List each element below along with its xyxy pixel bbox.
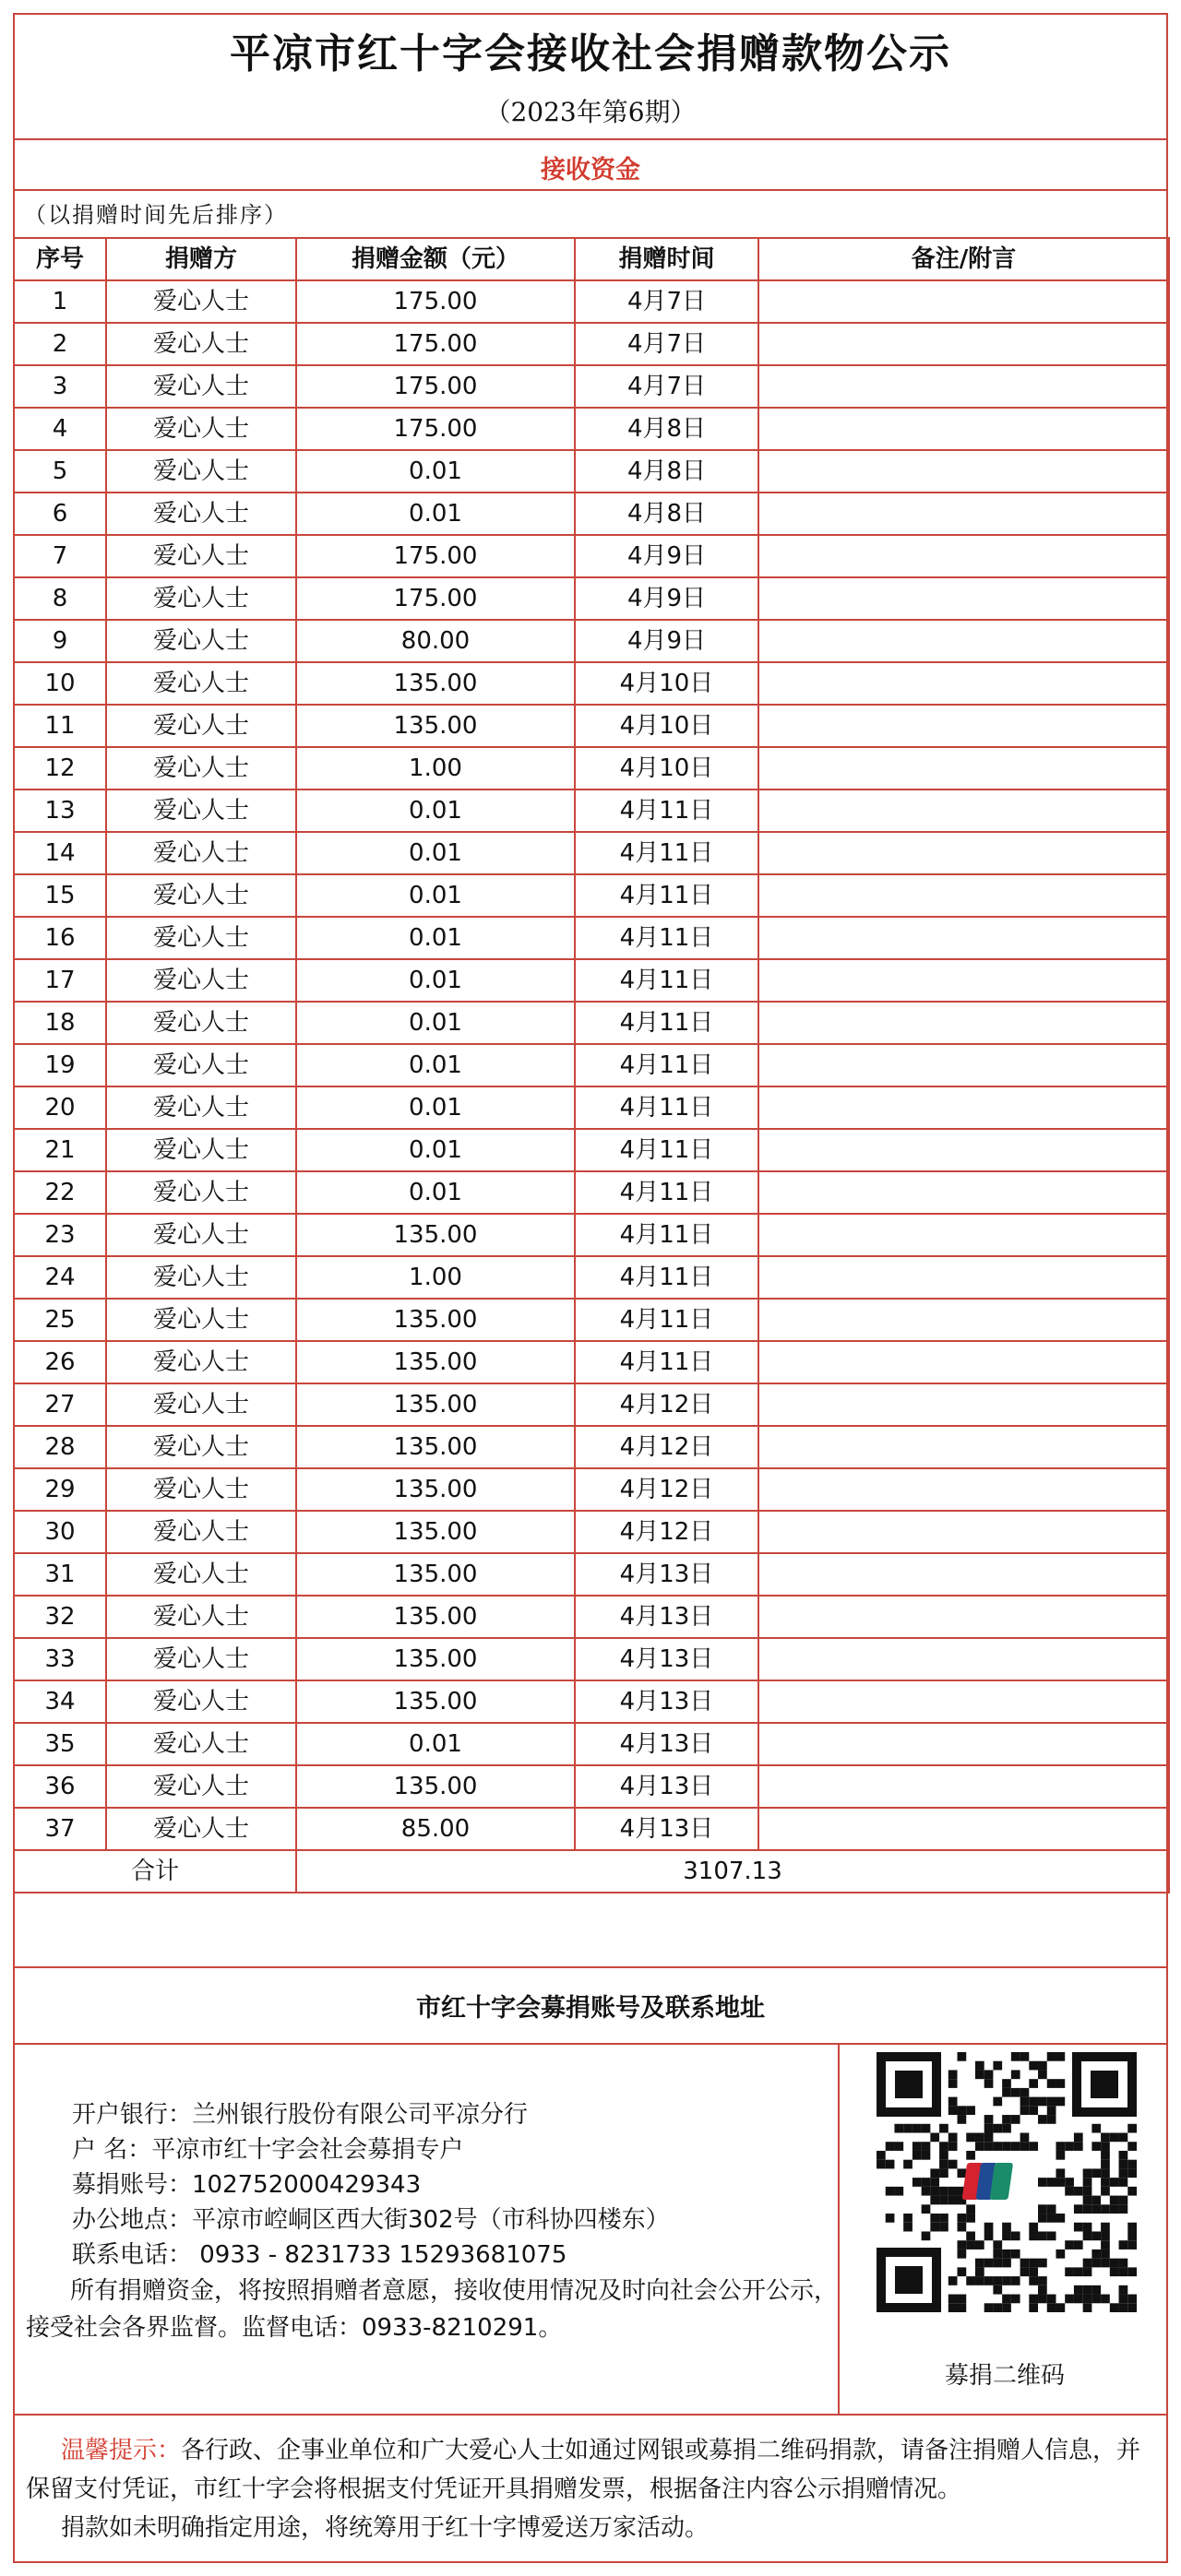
table-row: [14, 1468, 1169, 1511]
page-title: 平凉市红十字会接收社会捐赠款物公示: [230, 30, 951, 77]
row-date: 4月8日: [575, 450, 758, 493]
row-index: 13: [14, 789, 106, 832]
row-date: 4月10日: [575, 705, 758, 747]
row-donor: 爱心人士: [106, 408, 296, 450]
row-donor: 爱心人士: [106, 493, 296, 535]
row-amount: 135.00: [296, 705, 575, 747]
table-row: [14, 1596, 1169, 1638]
row-remark: [758, 705, 1169, 747]
row-index: 5: [14, 450, 106, 493]
table-row: [14, 323, 1169, 365]
table-row: [14, 705, 1169, 747]
row-remark: [758, 959, 1169, 1002]
row-amount: 0.01: [296, 917, 575, 959]
table-row: [14, 577, 1169, 620]
table-row: [14, 280, 1169, 323]
row-index: 10: [14, 662, 106, 705]
reminder-lead: 温馨提示：: [61, 2437, 182, 2464]
row-donor: 爱心人士: [106, 1383, 296, 1426]
row-index: 14: [14, 832, 106, 874]
row-amount: 0.01: [296, 1044, 575, 1086]
row-remark: [758, 1638, 1169, 1680]
account-info: [72, 2097, 670, 2273]
table-row: [14, 1680, 1169, 1723]
row-amount: 80.00: [296, 620, 575, 662]
row-remark: [758, 620, 1169, 662]
row-donor: 爱心人士: [106, 1723, 296, 1765]
row-index: 21: [14, 1129, 106, 1171]
table-row: [14, 450, 1169, 493]
row-index: 11: [14, 705, 106, 747]
reminder-block: [26, 2431, 1153, 2547]
row-date: 4月11日: [575, 1341, 758, 1383]
account-heading: 市红十字会募捐账号及联系地址: [416, 1994, 765, 2023]
row-amount: 175.00: [296, 577, 575, 620]
row-index: 18: [14, 1002, 106, 1044]
row-amount: 0.01: [296, 832, 575, 874]
table-row: [14, 493, 1169, 535]
table-header-row: [14, 238, 1169, 280]
row-donor: 爱心人士: [106, 535, 296, 577]
table-row: [14, 874, 1169, 917]
row-donor: 爱心人士: [106, 1086, 296, 1129]
issue-subtitle: （2023年第6期）: [484, 97, 697, 127]
row-amount: 175.00: [296, 408, 575, 450]
row-amount: 1.00: [296, 1256, 575, 1299]
row-amount: 175.00: [296, 323, 575, 365]
table-row: [14, 1426, 1169, 1468]
row-date: 4月11日: [575, 874, 758, 917]
row-index: 8: [14, 577, 106, 620]
row-date: 4月12日: [575, 1426, 758, 1468]
row-remark: [758, 1002, 1169, 1044]
row-remark: [758, 1129, 1169, 1171]
row-index: 1: [14, 280, 106, 323]
row-donor: 爱心人士: [106, 1044, 296, 1086]
sort-note: （以捐赠时间先后排序）: [24, 202, 288, 228]
table-row: [14, 747, 1169, 789]
table-row: [14, 1553, 1169, 1596]
row-donor: 爱心人士: [106, 832, 296, 874]
row-remark: [758, 747, 1169, 789]
row-donor: 爱心人士: [106, 1765, 296, 1808]
row-amount: 175.00: [296, 535, 575, 577]
row-amount: 135.00: [296, 1765, 575, 1808]
row-date: 4月11日: [575, 1299, 758, 1341]
table-row: [14, 1299, 1169, 1341]
row-donor: 爱心人士: [106, 1596, 296, 1638]
row-date: 4月13日: [575, 1680, 758, 1723]
row-remark: [758, 280, 1169, 323]
row-index: 28: [14, 1426, 106, 1468]
row-donor: 爱心人士: [106, 450, 296, 493]
row-remark: [758, 1723, 1169, 1765]
row-index: 19: [14, 1044, 106, 1086]
row-remark: [758, 1044, 1169, 1086]
row-index: 17: [14, 959, 106, 1002]
row-index: 29: [14, 1468, 106, 1511]
row-date: 4月9日: [575, 577, 758, 620]
divider: [13, 1966, 1168, 1968]
row-date: 4月11日: [575, 1086, 758, 1129]
row-date: 4月7日: [575, 280, 758, 323]
row-date: 4月13日: [575, 1765, 758, 1808]
row-donor: 爱心人士: [106, 577, 296, 620]
section-heading: 接收资金: [541, 156, 640, 184]
reminder-text: 各行政、企事业单位和广大爱心人士如通过网银或募捐二维码捐款，请备注捐赠人信息，并保留支付凭证，市红十字会将根据支付凭证开具捐赠发票，根据备注内容公示捐赠情况。: [26, 2437, 1141, 2503]
row-donor: 爱心人士: [106, 1256, 296, 1299]
row-donor: 爱心人士: [106, 874, 296, 917]
address-line: 办公地点：平凉市崆峒区西大街302号（市科协四楼东）: [72, 2206, 670, 2234]
row-remark: [758, 1214, 1169, 1256]
row-index: 27: [14, 1383, 106, 1426]
table-row: [14, 1129, 1169, 1171]
row-donor: 爱心人士: [106, 1680, 296, 1723]
col-header-index: 序号: [14, 238, 106, 280]
row-index: 25: [14, 1299, 106, 1341]
row-remark: [758, 1596, 1169, 1638]
table-row: [14, 1002, 1169, 1044]
row-remark: [758, 408, 1169, 450]
table-row: [14, 832, 1169, 874]
row-index: 26: [14, 1341, 106, 1383]
donation-table: [13, 237, 1170, 1893]
row-amount: 0.01: [296, 959, 575, 1002]
row-date: 4月11日: [575, 917, 758, 959]
row-amount: 135.00: [296, 1426, 575, 1468]
row-remark: [758, 1299, 1169, 1341]
row-amount: 0.01: [296, 1002, 575, 1044]
row-remark: [758, 450, 1169, 493]
row-donor: 爱心人士: [106, 662, 296, 705]
row-amount: 1.00: [296, 747, 575, 789]
table-row: [14, 1341, 1169, 1383]
table-row: [14, 1511, 1169, 1553]
table-row: [14, 365, 1169, 408]
row-amount: 0.01: [296, 1086, 575, 1129]
row-remark: [758, 1553, 1169, 1596]
table-row: [14, 1171, 1169, 1214]
row-remark: [758, 1511, 1169, 1553]
table-row: [14, 789, 1169, 832]
table-row: [14, 917, 1169, 959]
row-amount: 135.00: [296, 1383, 575, 1426]
row-date: 4月13日: [575, 1723, 758, 1765]
phone-line: 联系电话： 0933 - 8231733 15293681075: [72, 2241, 567, 2269]
row-index: 33: [14, 1638, 106, 1680]
row-index: 2: [14, 323, 106, 365]
table-row: [14, 1383, 1169, 1426]
row-remark: [758, 1171, 1169, 1214]
table-row: [14, 1086, 1169, 1129]
row-date: 4月10日: [575, 662, 758, 705]
row-date: 4月13日: [575, 1596, 758, 1638]
row-amount: 0.01: [296, 1129, 575, 1171]
row-donor: 爱心人士: [106, 323, 296, 365]
divider: [13, 2414, 1168, 2416]
row-donor: 爱心人士: [106, 705, 296, 747]
bank-line: 开户银行：兰州银行股份有限公司平凉分行: [72, 2101, 529, 2129]
row-date: 4月11日: [575, 1129, 758, 1171]
row-amount: 135.00: [296, 1638, 575, 1680]
table-row: [14, 408, 1169, 450]
row-remark: [758, 832, 1169, 874]
row-remark: [758, 1765, 1169, 1808]
table-row: [14, 662, 1169, 705]
row-date: 4月11日: [575, 1002, 758, 1044]
row-index: 34: [14, 1680, 106, 1723]
row-date: 4月7日: [575, 365, 758, 408]
row-date: 4月8日: [575, 408, 758, 450]
table-row: [14, 1214, 1169, 1256]
holder-line: 户 名：平凉市红十字会社会募捐专户: [72, 2136, 464, 2164]
row-date: 4月11日: [575, 1214, 758, 1256]
row-date: 4月9日: [575, 535, 758, 577]
table-row: [14, 1723, 1169, 1765]
row-remark: [758, 323, 1169, 365]
row-index: 3: [14, 365, 106, 408]
row-index: 4: [14, 408, 106, 450]
row-date: 4月12日: [575, 1383, 758, 1426]
row-remark: [758, 1086, 1169, 1129]
account-number-line: 募捐账号：102752000429343: [72, 2171, 422, 2199]
table-row: [14, 1256, 1169, 1299]
total-row: [14, 1850, 1169, 1893]
row-amount: 0.01: [296, 1723, 575, 1765]
table-row: [14, 1808, 1169, 1850]
row-index: 16: [14, 917, 106, 959]
row-amount: 175.00: [296, 365, 575, 408]
row-donor: 爱心人士: [106, 1214, 296, 1256]
row-amount: 135.00: [296, 1214, 575, 1256]
row-amount: 135.00: [296, 1680, 575, 1723]
row-remark: [758, 1426, 1169, 1468]
row-amount: 135.00: [296, 1341, 575, 1383]
row-index: 20: [14, 1086, 106, 1129]
row-amount: 135.00: [296, 1553, 575, 1596]
row-date: 4月11日: [575, 789, 758, 832]
row-remark: [758, 577, 1169, 620]
row-index: 23: [14, 1214, 106, 1256]
donation-qr-code[interactable]: [877, 2052, 1137, 2312]
row-donor: 爱心人士: [106, 1002, 296, 1044]
row-donor: 爱心人士: [106, 280, 296, 323]
row-donor: 爱心人士: [106, 365, 296, 408]
row-amount: 135.00: [296, 1596, 575, 1638]
col-header-date: 捐赠时间: [575, 238, 758, 280]
table-row: [14, 1765, 1169, 1808]
row-remark: [758, 535, 1169, 577]
row-donor: 爱心人士: [106, 1553, 296, 1596]
row-index: 35: [14, 1723, 106, 1765]
row-date: 4月11日: [575, 1171, 758, 1214]
row-donor: 爱心人士: [106, 1638, 296, 1680]
row-donor: 爱心人士: [106, 747, 296, 789]
row-date: 4月11日: [575, 1256, 758, 1299]
qr-caption: 募捐二维码: [944, 2362, 1065, 2390]
row-date: 4月12日: [575, 1468, 758, 1511]
row-date: 4月13日: [575, 1638, 758, 1680]
row-remark: [758, 1383, 1169, 1426]
row-donor: 爱心人士: [106, 1808, 296, 1850]
row-index: 15: [14, 874, 106, 917]
row-donor: 爱心人士: [106, 620, 296, 662]
row-index: 9: [14, 620, 106, 662]
row-amount: 0.01: [296, 1171, 575, 1214]
row-amount: 135.00: [296, 1511, 575, 1553]
table-row: [14, 620, 1169, 662]
row-amount: 135.00: [296, 662, 575, 705]
table-row: [14, 1044, 1169, 1086]
row-index: 24: [14, 1256, 106, 1299]
row-remark: [758, 1808, 1169, 1850]
row-remark: [758, 1256, 1169, 1299]
row-date: 4月10日: [575, 747, 758, 789]
row-donor: 爱心人士: [106, 1426, 296, 1468]
row-amount: 85.00: [296, 1808, 575, 1850]
row-amount: 0.01: [296, 874, 575, 917]
row-index: 12: [14, 747, 106, 789]
row-remark: [758, 917, 1169, 959]
row-donor: 爱心人士: [106, 789, 296, 832]
row-donor: 爱心人士: [106, 1511, 296, 1553]
row-amount: 0.01: [296, 450, 575, 493]
row-donor: 爱心人士: [106, 1129, 296, 1171]
row-remark: [758, 662, 1169, 705]
table-row: [14, 535, 1169, 577]
row-donor: 爱心人士: [106, 959, 296, 1002]
table-row: [14, 959, 1169, 1002]
row-index: 32: [14, 1596, 106, 1638]
row-donor: 爱心人士: [106, 1341, 296, 1383]
divider: [13, 189, 1168, 191]
qr-panel: [838, 2043, 1170, 2414]
row-date: 4月8日: [575, 493, 758, 535]
supervision-statement: 所有捐赠资金，将按照捐赠者意愿，接收使用情况及时向社会公开公示，接受社会各界监督。监督电话：0933-8210291。: [26, 2277, 839, 2342]
row-index: 36: [14, 1765, 106, 1808]
divider: [13, 138, 1168, 140]
row-date: 4月11日: [575, 959, 758, 1002]
row-index: 37: [14, 1808, 106, 1850]
row-date: 4月12日: [575, 1511, 758, 1553]
row-amount: 175.00: [296, 280, 575, 323]
row-date: 4月13日: [575, 1808, 758, 1850]
row-index: 30: [14, 1511, 106, 1553]
row-index: 22: [14, 1171, 106, 1214]
col-header-amount: 捐赠金额（元）: [296, 238, 575, 280]
row-donor: 爱心人士: [106, 1171, 296, 1214]
row-index: 31: [14, 1553, 106, 1596]
row-remark: [758, 1468, 1169, 1511]
row-donor: 爱心人士: [106, 1299, 296, 1341]
reminder-note: 捐款如未明确指定用途，将统筹用于红十字博爱送万家活动。: [61, 2514, 710, 2542]
row-date: 4月11日: [575, 832, 758, 874]
row-remark: [758, 365, 1169, 408]
total-label: 合计: [14, 1850, 296, 1893]
row-remark: [758, 1341, 1169, 1383]
row-date: 4月13日: [575, 1553, 758, 1596]
total-value: 3107.13: [296, 1850, 1169, 1893]
row-date: 4月11日: [575, 1044, 758, 1086]
row-remark: [758, 789, 1169, 832]
row-donor: 爱心人士: [106, 1468, 296, 1511]
unionpay-logo: [962, 2159, 1036, 2203]
row-amount: 135.00: [296, 1468, 575, 1511]
row-date: 4月7日: [575, 323, 758, 365]
col-header-remark: 备注/附言: [758, 238, 1169, 280]
row-date: 4月9日: [575, 620, 758, 662]
table-row: [14, 1638, 1169, 1680]
row-remark: [758, 1680, 1169, 1723]
row-amount: 0.01: [296, 789, 575, 832]
row-index: 6: [14, 493, 106, 535]
row-amount: 135.00: [296, 1299, 575, 1341]
row-donor: 爱心人士: [106, 917, 296, 959]
row-index: 7: [14, 535, 106, 577]
row-remark: [758, 874, 1169, 917]
row-remark: [758, 493, 1169, 535]
row-amount: 0.01: [296, 493, 575, 535]
col-header-donor: 捐赠方: [106, 238, 296, 280]
